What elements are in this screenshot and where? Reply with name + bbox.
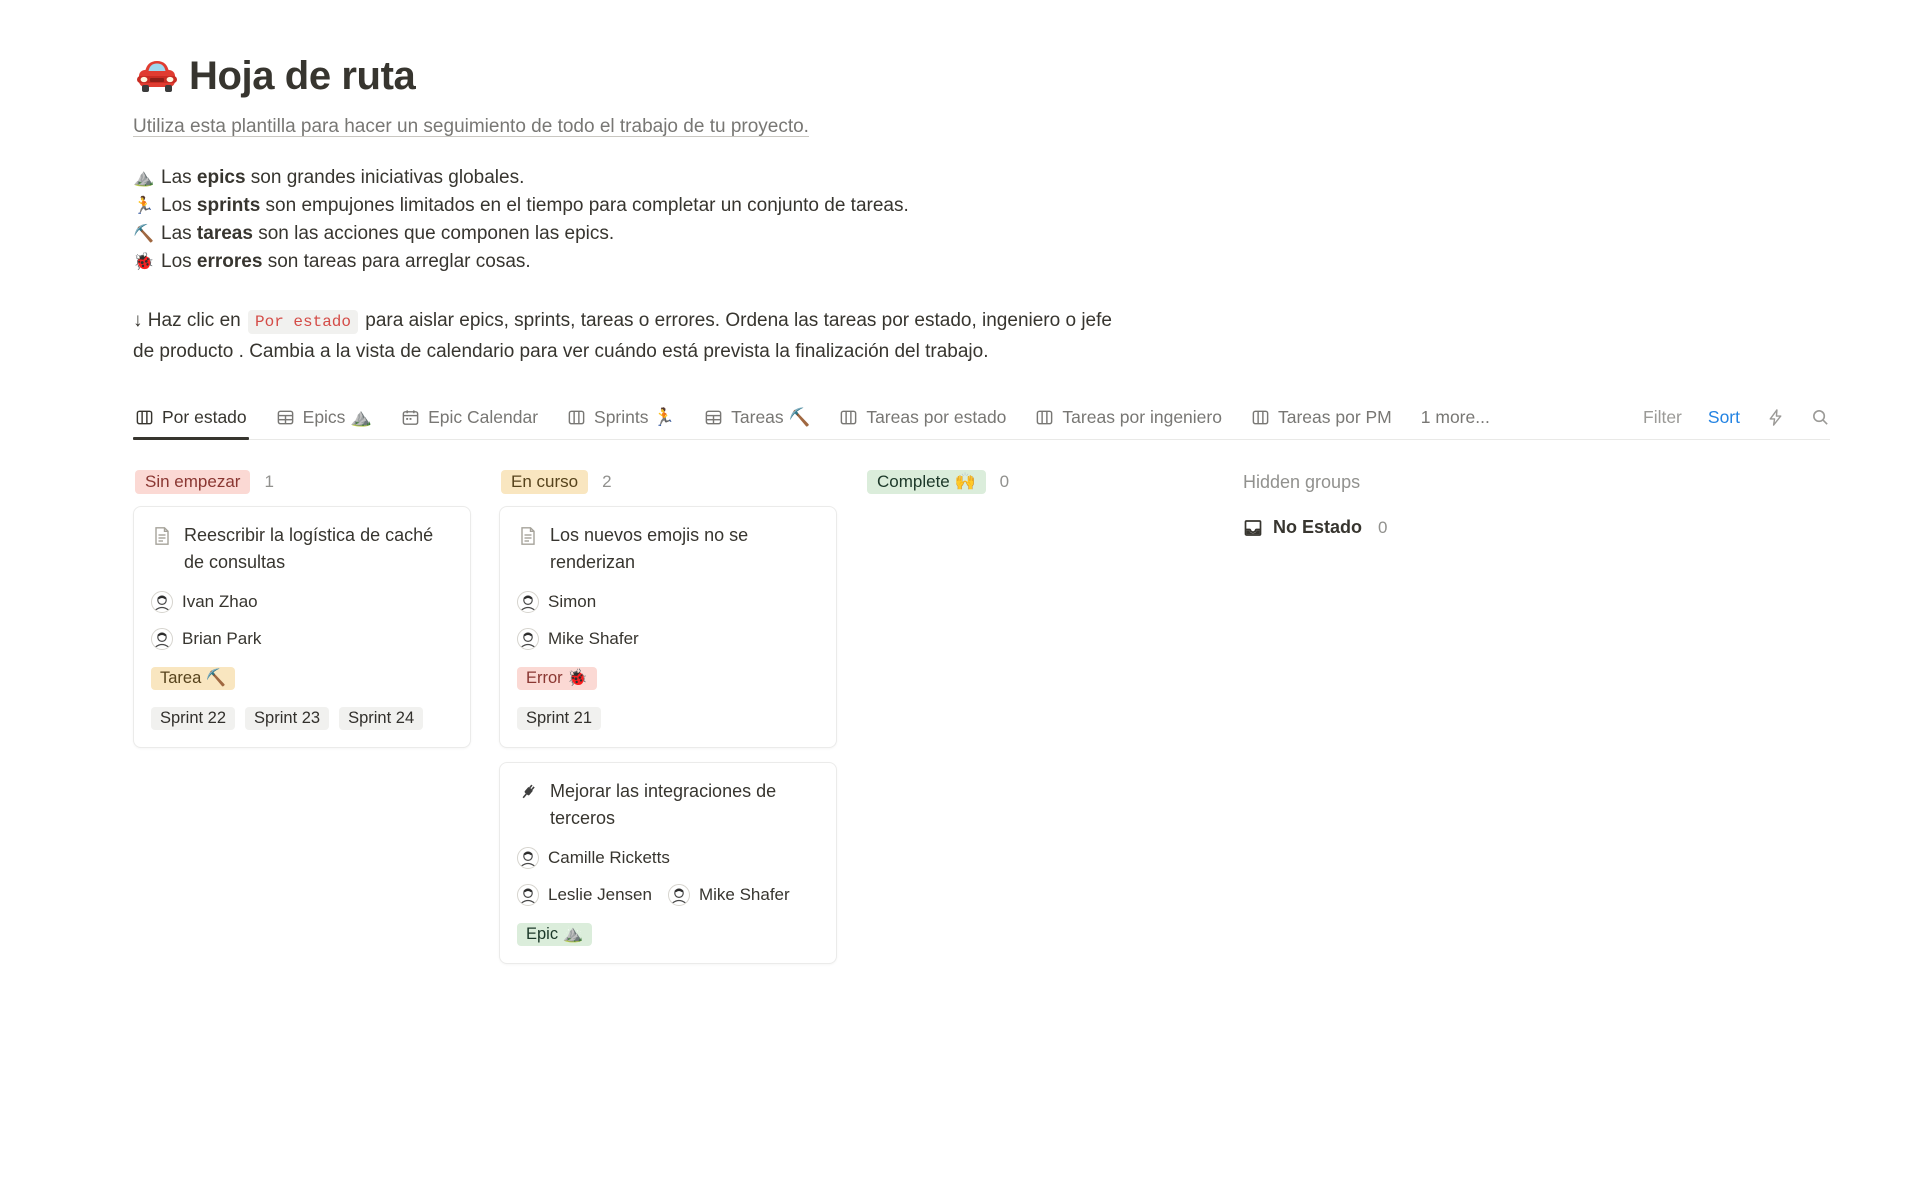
avatar [151,628,173,650]
view-tab-bar [133,396,1830,440]
column-header[interactable] [865,466,1203,506]
board-view-icon [567,408,586,427]
tab-por-estado[interactable]: Por estado [133,396,249,439]
hidden-group-label: No Estado [1273,517,1363,537]
search-icon[interactable] [1811,408,1830,427]
bullet-errores: 🐞 Los errores son tareas para arreglar cosas. [133,248,1830,276]
type-tag[interactable]: Epic ⛰️ [517,923,592,946]
page-title: Hoja de ruta [189,53,416,98]
person-row [151,591,453,613]
inbox-icon [1243,518,1263,538]
tab-tareas[interactable]: Tareas ⛏️ [702,396,812,439]
sprint-tag[interactable]: Sprint 24 [339,707,423,730]
sort-button[interactable]: Sort [1707,407,1740,427]
filter-button[interactable]: Filter [1643,407,1682,427]
status-badge[interactable]: En curso [501,470,588,494]
card-nuevos-emojis[interactable] [499,506,837,748]
type-tag-row [517,667,819,690]
status-badge[interactable]: Sin empezar [135,470,250,494]
tab-epics[interactable]: Epics ⛰️ [274,396,374,439]
avatar [517,884,539,906]
assignee[interactable]: Simon [517,591,596,613]
assignee[interactable]: Brian Park [151,628,261,650]
avatar [517,847,539,869]
sprint-tag[interactable]: Sprint 23 [245,707,329,730]
tab-sprints[interactable]: Sprints 🏃 [565,396,677,439]
board-view-icon [839,408,858,427]
assignee[interactable]: Mike Shafer [517,628,639,650]
person-row [151,628,453,650]
document-icon [517,525,539,576]
column-count: 0 [999,472,1010,491]
calendar-view-icon [401,408,420,427]
instructions-paragraph: ↓ Haz clic en Por estado para aislar epics, sprints, tareas o errores. Ordena las tareas por estado, ingeniero o jefe de producto . Cambia a la vista de calendario para ver cuándo está prevista la finalización del trabajo. [133,310,1112,362]
view-toolbar [1643,407,1830,428]
card-title: Mejorar las integraciones de terceros [550,781,777,828]
column-en-curso [499,466,837,964]
avatar [517,628,539,650]
kanban-board [133,466,1830,964]
type-tag[interactable]: Tarea ⛏️ [151,667,235,690]
person-row [517,847,819,869]
tab-tareas-por-estado[interactable]: Tareas por estado [837,396,1008,439]
person-row [517,591,819,613]
bullet-epics: ⛰️ Las epics son grandes iniciativas globales. [133,164,1830,192]
card-title: Los nuevos emojis no se renderizan [550,525,749,572]
column-sin-empezar [133,466,471,748]
person-row [517,628,819,650]
card-reescribir-cache[interactable] [133,506,471,748]
avatar [517,591,539,613]
board-view-icon [1251,408,1270,427]
hidden-groups-title: Hidden groups [1243,472,1361,492]
red-car-icon[interactable] [133,52,181,100]
avatar [151,591,173,613]
column-count: 2 [602,472,612,491]
por-estado-code-pill: Por estado [248,310,358,334]
type-tag-row [151,667,453,690]
hidden-group-count: 0 [1378,517,1388,537]
assignee[interactable]: Camille Ricketts [517,847,670,869]
card-integraciones-terceros[interactable] [499,762,837,964]
type-tag[interactable]: Error 🐞 [517,667,597,690]
document-icon [151,525,173,576]
type-tag-row [517,923,819,946]
bullet-sprints: 🏃 Los sprints son empujones limitados en el tiempo para completar un conjunto de tareas. [133,192,1830,220]
sprint-tag[interactable]: Sprint 22 [151,707,235,730]
hidden-group-no-estado[interactable] [1243,517,1563,538]
sprint-tag-row [151,707,453,730]
page-subtitle: Utiliza esta plantilla para hacer un seguimiento de todo el trabajo de tu proyecto. [133,116,809,137]
board-view-icon [135,408,154,427]
tab-epic-calendar[interactable]: Epic Calendar [399,396,540,439]
pick-icon: ⛏️ [133,224,155,243]
runner-icon: 🏃 [133,196,155,215]
column-count: 1 [264,472,274,491]
assignee[interactable]: Leslie Jensen [517,884,652,906]
sprint-tag-row [517,707,819,730]
avatar [668,884,690,906]
description-bullets [133,164,1830,276]
lightning-icon[interactable] [1766,408,1785,427]
column-header[interactable] [499,466,837,506]
bullet-tareas: ⛏️ Las tareas son las acciones que componen las epics. [133,220,1830,248]
person-row [517,884,819,906]
page-header [133,52,1830,100]
column-header[interactable] [133,466,471,506]
card-title: Reescribir la logística de caché de consultas [184,525,434,572]
plug-icon [517,781,539,832]
table-view-icon [704,408,723,427]
mountain-icon: ⛰️ [133,168,155,187]
assignee[interactable]: Mike Shafer [668,884,790,906]
tab-tareas-por-pm[interactable]: Tareas por PM [1249,396,1394,439]
board-view-icon [1035,408,1054,427]
more-views-button[interactable]: 1 more... [1420,407,1490,427]
tab-tareas-por-ingeniero[interactable]: Tareas por ingeniero [1033,396,1224,439]
hidden-groups-section [1243,466,1563,538]
column-complete [865,466,1203,506]
sprint-tag[interactable]: Sprint 21 [517,707,601,730]
table-view-icon [276,408,295,427]
status-badge[interactable]: Complete 🙌 [867,470,986,494]
assignee[interactable]: Ivan Zhao [151,591,258,613]
bug-icon: 🐞 [133,252,155,271]
